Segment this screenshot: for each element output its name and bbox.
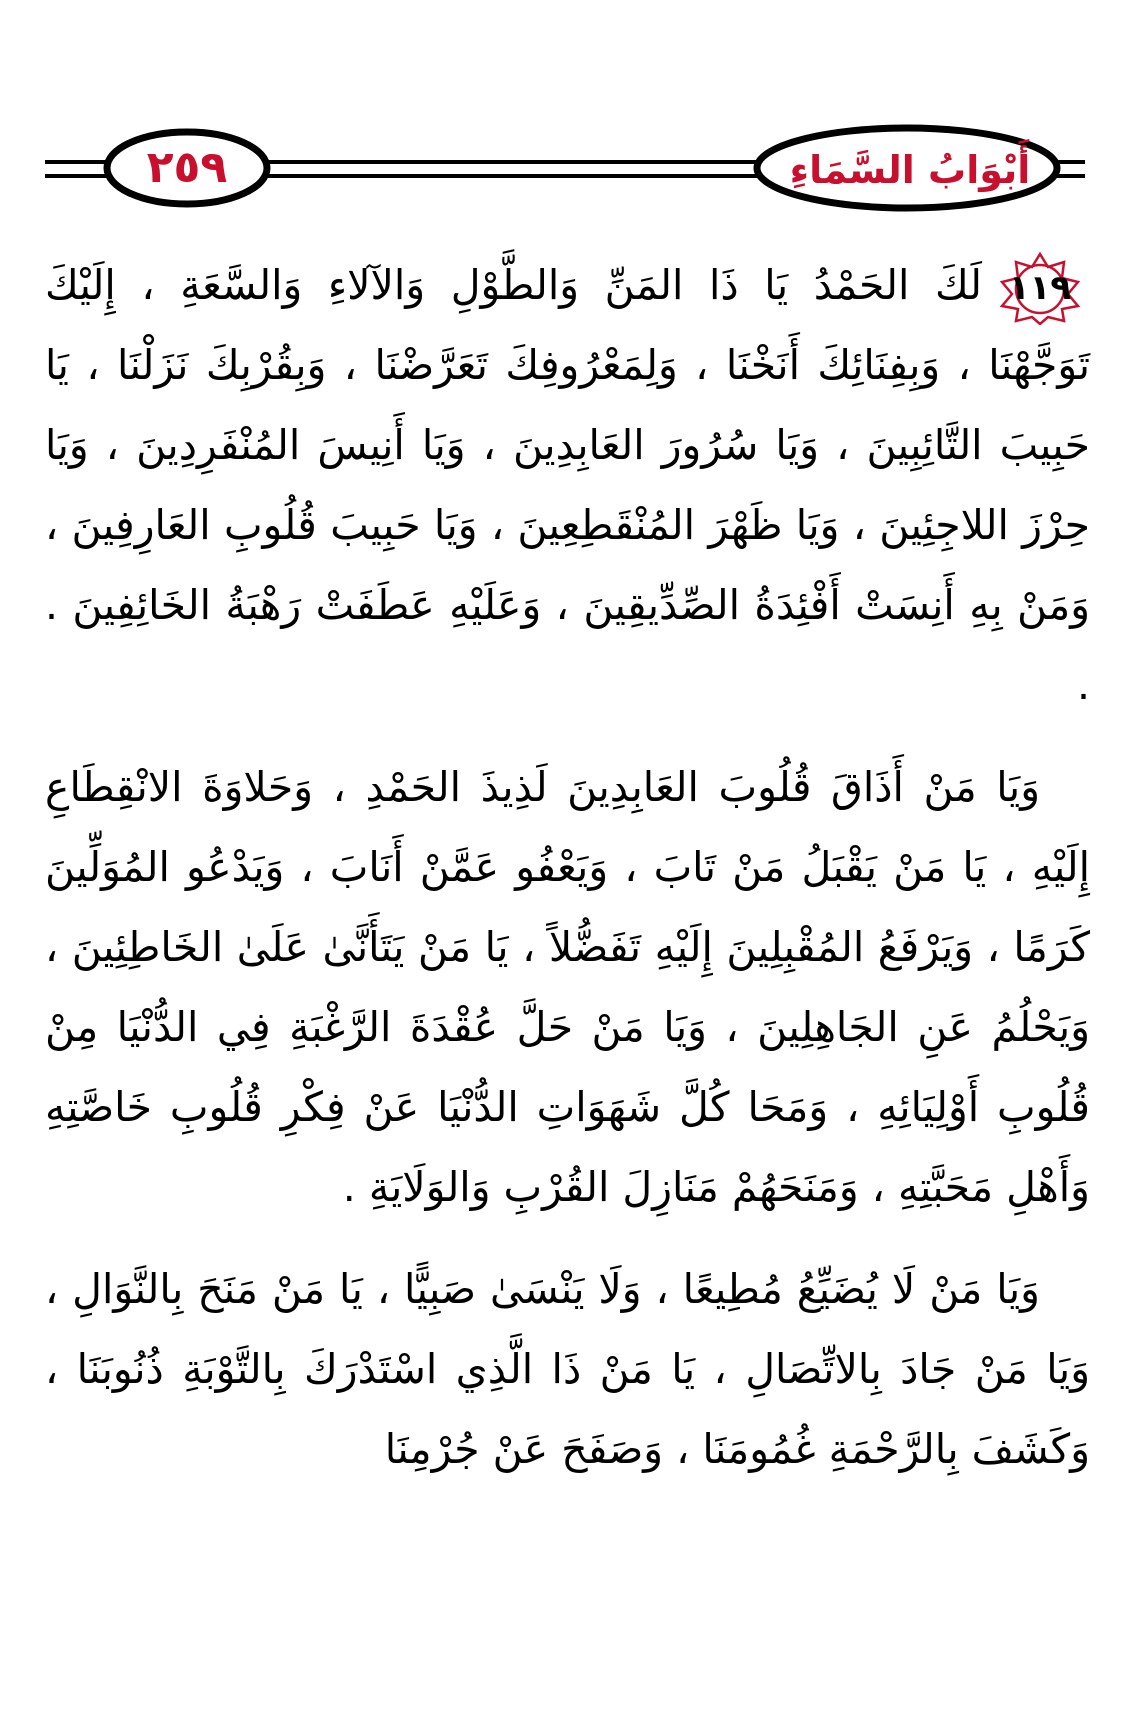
paragraph-1 — [45, 245, 1090, 725]
paragraph-1-text: لَكَ الحَمْدُ يَا ذَا المَنِّ وَالطَّوْلِ وَالآلاءِ وَالسَّعَةِ ، إِلَيْكَ تَوَجَّهْنَا ، وَبِفِنَائِكَ أَنَخْنَا ، وَلِمَعْرُوفِكَ تَعَرَّضْنَا ، وَبِقُرْبِكَ نَزَلْنَا ، يَا حَبِيبَ التَّائِبِينَ ، وَيَا سُرُورَ العَابِدِينَ ، وَيَا أَنِيسَ المُنْفَرِدِينَ ، وَيَا حِرْزَ اللاجِئِينَ ، وَيَا ظَهْرَ المُنْقَطِعِينَ ، وَيَا حَبِيبَ قُلُوبِ العَارِفِينَ ، وَمَنْ بِهِ أَنِسَتْ أَفْئِدَةُ الصِّدِّيقِينَ ، وَعَلَيْهِ عَطَفَتْ رَهْبَةُ الخَائِفِينَ . . — [45, 261, 1090, 709]
section-number-badge — [990, 251, 1090, 325]
running-title: أَبْوَابُ السَّمَاءِ — [789, 148, 1031, 192]
paragraph-2: وَيَا مَنْ أَذَاقَ قُلُوبَ العَابِدِينَ لَذِيذَ الحَمْدِ ، وَحَلاوَةَ الانْقِطَاعِ إِلَيْهِ ، يَا مَنْ يَقْبَلُ مَنْ تَابَ ، وَيَعْفُو عَمَّنْ أَنَابَ ، وَيَدْعُو المُوَلِّينَ كَرَمًا ، وَيَرْفَعُ المُقْبِلِينَ إِلَيْهِ تَفَضُّلاً ، يَا مَنْ يَتَأَنَّىٰ عَلَىٰ الخَاطِئِينَ ، وَيَحْلُمُ عَنِ الجَاهِلِينَ ، وَيَا مَنْ حَلَّ عُقْدَةَ الرَّغْبَةِ فِي الدُّنْيَا مِنْ قُلُوبِ أَوْلِيَائِهِ ، وَمَحَا كُلَّ شَهَوَاتِ الدُّنْيَا عَنْ فِكْرِ قُلُوبِ خَاصَّتِهِ وَأَهْلِ مَحَبَّتِهِ ، وَمَنَحَهُمْ مَنَازِلَ القُرْبِ وَالوَلَايَةِ . — [45, 763, 1090, 1211]
page-body — [45, 245, 1090, 1511]
page-header — [45, 120, 1085, 220]
paragraph-3: وَيَا مَنْ لَا يُضَيِّعُ مُطِيعًا ، وَلَا يَنْسَىٰ صَبِيًّا ، يَا مَنْ مَنَحَ بِالنَّوَالِ ، وَيَا مَنْ جَادَ بِالاتِّصَالِ ، يَا مَنْ ذَا الَّذِي اسْتَدْرَكَ بِالتَّوْبَةِ ذُنُوبَنَا ، وَكَشَفَ بِالرَّحْمَةِ غُمُومَنَا ، وَصَفَحَ عَنْ جُرْمِنَا — [45, 1265, 1090, 1473]
page-number: ٢٥٩ — [146, 142, 228, 193]
section-number: ١١٩ — [1008, 268, 1072, 308]
